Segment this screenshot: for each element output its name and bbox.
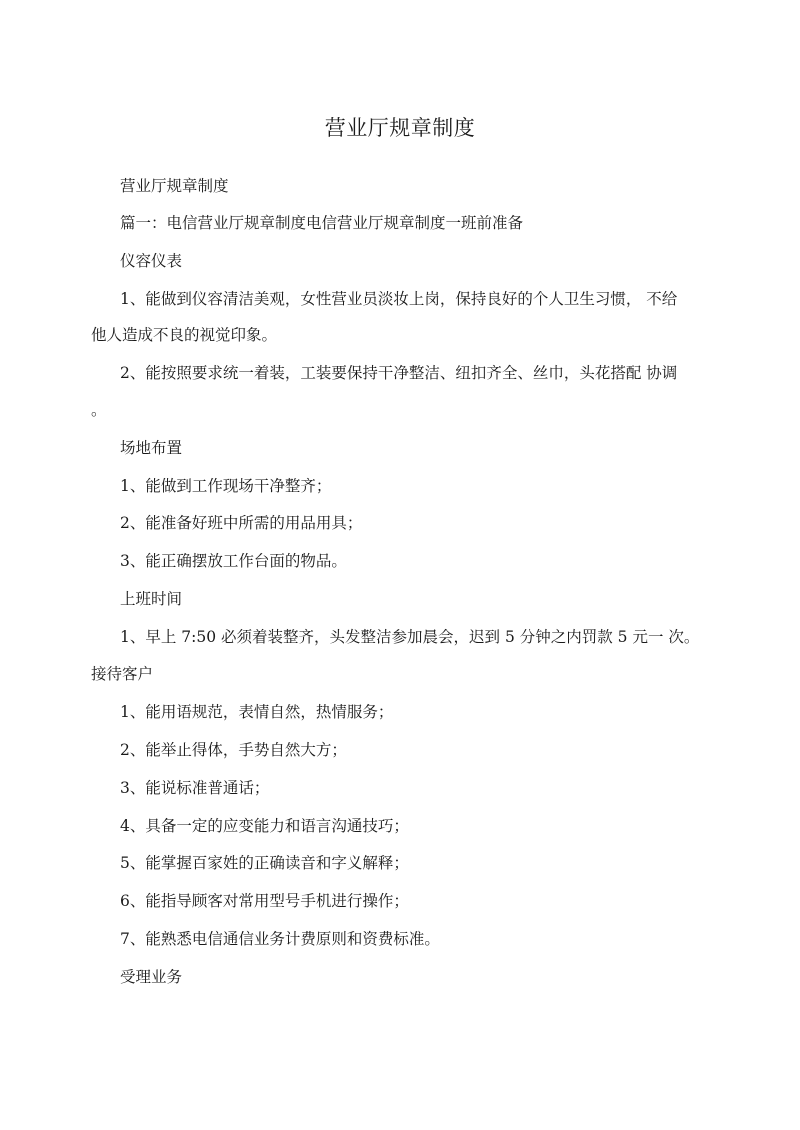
list-item: 3、能正确摆放工作台面的物品。 (120, 552, 347, 570)
paragraph-line: 2、能按照要求统一着装，工装要保持干净整洁、纽扣齐全、丝巾，头花搭配 协调 (120, 364, 678, 382)
list-item: 7、能熟悉电信通信业务计费原则和资费标准。 (120, 930, 440, 948)
list-item: 4、具备一定的应变能力和语言沟通技巧； (120, 817, 409, 835)
doc-heading-repeat: 营业厅规章制度 (120, 177, 229, 195)
section-heading-hours: 上班时间 (120, 590, 183, 608)
list-item: 6、能指导顾客对常用型号手机进行操作； (120, 892, 409, 910)
list-item: 2、能举止得体，手势自然大方； (120, 741, 347, 759)
section-heading-venue: 场地布置 (120, 439, 183, 457)
list-item: 1、能用语规范，表情自然，热情服务； (120, 703, 394, 721)
list-item: 2、能准备好班中所需的用品用具； (120, 514, 363, 532)
paragraph-line: 。 (91, 401, 107, 419)
page-title: 营业厅规章制度 (324, 116, 476, 140)
list-item: 1、早上 7:50 必须着装整齐，头发整洁参加晨会，迟到 5 分钟之内罚款 5 元一 次。 (120, 628, 700, 646)
section-heading-appearance: 仪容仪表 (120, 252, 183, 270)
list-item: 5、能掌握百家姓的正确读音和字义解释； (120, 854, 409, 872)
article-subtitle: 篇一：电信营业厅规章制度电信营业厅规章制度一班前准备 (120, 214, 524, 232)
paragraph-line: 1、能做到仪容清洁美观，女性营业员淡妆上岗，保持良好的个人卫生习惯， 不给 (120, 290, 678, 308)
list-item: 3、能说标准普通话； (120, 779, 270, 797)
list-item: 1、能做到工作现场干净整齐； (120, 477, 332, 495)
section-heading-reception: 接待客户 (91, 665, 154, 683)
section-heading-business: 受理业务 (120, 968, 183, 986)
paragraph-line: 他人造成不良的视觉印象。 (91, 326, 278, 344)
